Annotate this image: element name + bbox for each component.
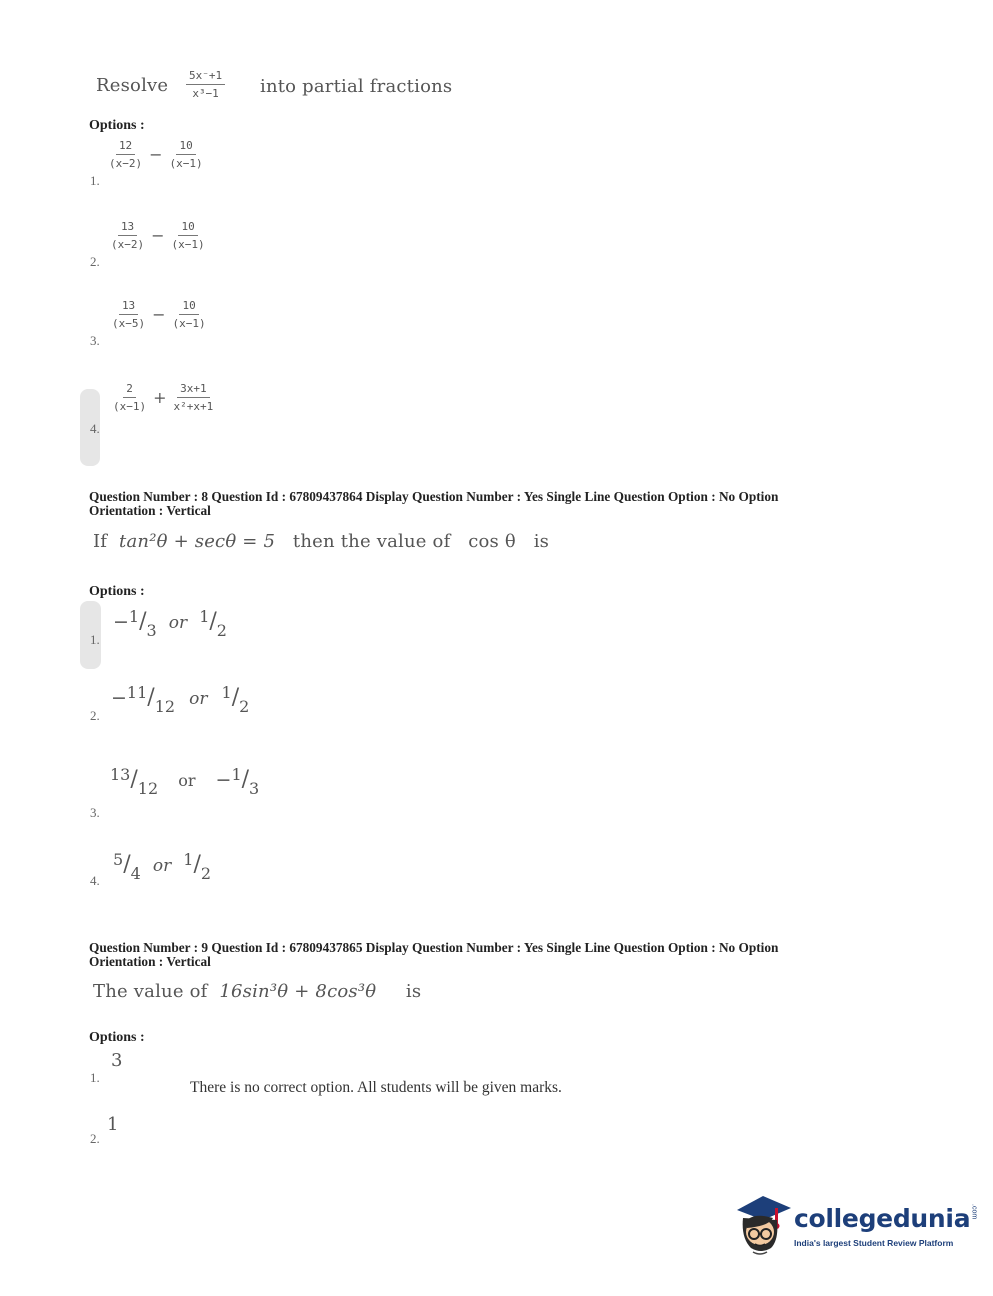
q8-option-2-number: 2. (90, 708, 100, 723)
numerator: 12 (116, 139, 135, 155)
meta-line-1: Question Number : 9 Question Id : 67809437865 Display Question Number : Yes Single Line Question Option : No Option (89, 940, 779, 955)
q7-option-2[interactable] (108, 220, 208, 251)
operator: + (153, 388, 167, 407)
q7-option-1-number: 1. (90, 173, 100, 188)
q9-option-1[interactable]: 3 (111, 1050, 123, 1071)
q7-option-3-number: 3. (90, 333, 100, 348)
expression: 16sin³θ + 8cos³θ (219, 981, 377, 1002)
q9-option-1-number: 1. (90, 1070, 100, 1085)
q7-option-2-number: 2. (90, 254, 100, 269)
denominator: (x−2) (109, 157, 143, 170)
numerator: 1 (128, 607, 140, 626)
text-is: is (405, 981, 422, 1002)
numerator: 1 (231, 765, 242, 784)
numerator: 11 (126, 683, 148, 702)
numerator: 10 (179, 299, 198, 315)
operator: − (149, 145, 163, 164)
numerator: 13 (118, 220, 137, 236)
numerator: 1 (221, 683, 232, 702)
denominator: 12 (154, 697, 176, 716)
denominator: 3 (249, 779, 260, 798)
q7-option-4-number: 4. (90, 421, 100, 436)
collegedunia-logo (794, 1204, 977, 1233)
logo-suffix: .com (970, 1204, 978, 1220)
fraction-denominator: x³−1 (192, 87, 219, 100)
q9-note: There is no correct option. All students will be given marks. (190, 1079, 562, 1096)
denominator: 12 (137, 779, 159, 798)
q8-option-3[interactable]: $^{13}/_{12}$ or $-^1/_3$ (110, 765, 260, 798)
logo-name: collegedunia (794, 1204, 971, 1233)
numerator: 2 (123, 382, 136, 398)
denominator: (x−1) (169, 157, 203, 170)
q9-option-2[interactable]: 1 (107, 1114, 119, 1135)
q9-option-2-number: 2. (90, 1131, 100, 1146)
numerator: 1 (183, 850, 194, 869)
meta-line-2: Orientation : Vertical (89, 503, 211, 518)
q8-option-4-number: 4. (90, 873, 100, 888)
q7-option-1[interactable] (106, 139, 206, 170)
denominator: (x−5) (112, 317, 146, 330)
denominator: 3 (146, 621, 157, 640)
numerator: 10 (178, 220, 197, 236)
denominator: (x−1) (171, 238, 205, 251)
denominator: 2 (200, 864, 212, 883)
q7-option-3[interactable] (109, 299, 209, 330)
options-heading: Options : (89, 118, 145, 133)
or-text: or (168, 613, 188, 633)
q8-option-1[interactable]: $-^1/_3$ or $^1/_2$ (113, 607, 227, 640)
denominator: (x−1) (113, 400, 147, 413)
numerator: 3x+1 (177, 382, 210, 398)
text-mid: then the value of (292, 531, 451, 552)
logo-tagline: India's largest Student Review Platform (794, 1238, 954, 1248)
q8-option-4[interactable]: $^5/_4$ or $^1/_2$ (113, 850, 212, 883)
question-8-meta (89, 490, 889, 518)
denominator: 4 (130, 864, 141, 883)
options-heading: Options : (89, 584, 145, 599)
or-text: or (152, 856, 172, 876)
question-9-text (93, 981, 421, 1002)
operator: − (151, 226, 165, 245)
q8-option-3-number: 3. (90, 805, 100, 820)
question-7-lead: Resolve (96, 75, 169, 96)
or-text: or (178, 771, 196, 790)
fraction-numerator: 5x⁻+1 (186, 69, 225, 85)
expression: tan²θ + secθ = 5 (119, 531, 276, 552)
question-8-text (93, 531, 549, 552)
question-9-meta (89, 941, 889, 969)
denominator: 2 (216, 621, 227, 640)
question-7-trail: into partial fractions (260, 76, 453, 97)
text-lead: The value of (93, 981, 208, 1002)
operator: − (152, 305, 166, 324)
numerator: 13 (119, 299, 138, 315)
q8-option-1-number: 1. (90, 632, 100, 647)
meta-line-1: Question Number : 8 Question Id : 67809437864 Display Question Number : Yes Single Line Question Option : No Option (89, 489, 779, 504)
text-cos: cos θ (468, 531, 516, 552)
numerator: 1 (199, 607, 210, 626)
q7-option-4[interactable] (110, 382, 216, 413)
options-heading: Options : (89, 1030, 145, 1045)
sign: − (215, 769, 232, 791)
denominator: (x−1) (172, 317, 206, 330)
collegedunia-logo-icon (733, 1188, 793, 1263)
numerator: 13 (110, 765, 131, 784)
numerator: 10 (176, 139, 195, 155)
sign: − (113, 611, 129, 633)
denominator: x²+x+1 (173, 400, 214, 413)
denominator: (x−2) (111, 238, 145, 251)
meta-line-2: Orientation : Vertical (89, 954, 211, 969)
numerator: 5 (113, 850, 124, 869)
text-is: is (533, 531, 550, 552)
or-text: or (189, 689, 208, 709)
denominator: 2 (239, 697, 250, 716)
question-7-fraction (186, 69, 225, 100)
q8-option-2[interactable]: $-^{11}/_{12}$ or $^1/_2$ (111, 683, 250, 716)
sign: − (111, 687, 127, 709)
text-if: If (93, 531, 108, 552)
